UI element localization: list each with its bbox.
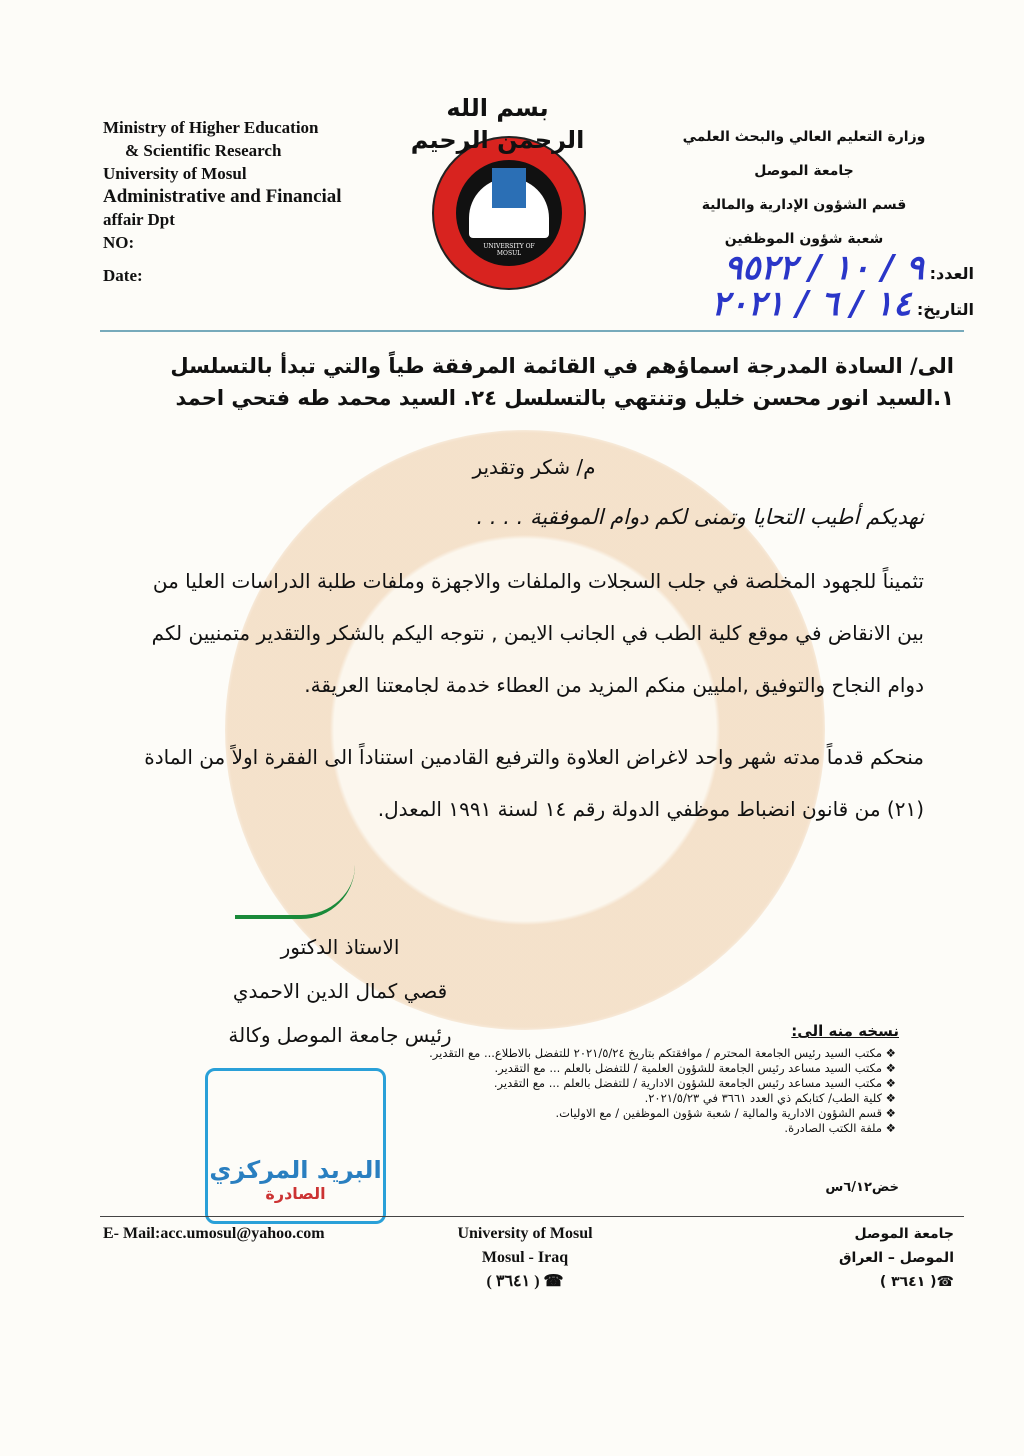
addressee: الى/ السادة المدرجة اسماؤهم في القائمة المرفقة طياً والتي تبدأ بالتسلسل ١.السيد انور محسن خليل وتنتهي بالتسلسل ٢٤. السيد محمد طه فتحي احمد [170,354,954,410]
list-item: ❖ مكتب السيد مساعد رئيس الجامعة للشؤون العلمية / للتفضل بالعلم ... مع التقدير. [336,1061,896,1076]
copies-list [336,1046,896,1136]
subject: م/ شكر وتقدير [472,455,596,479]
list-item: ❖ ملفة الكتب الصادرة. [336,1121,896,1136]
letter-body: تثميناً للجهود المخلصة في جلب السجلات والملفات والاجهزة وملفات طلبة الدراسات العليا من بين الانقاض في موقع كلية الطب في الجانب الايمن , نتوجه اليكم بالشكر والتقدير متمنيين لكم دوام النجاح والتوفيق ,امليين منكم المزيد من العطاء خدمة لجامعتنا العريقة. منحكم قدماً مدته شهر واحد لاغراض العلاوة والترفيع القادمين استناداً الى الفقرة اولاً من المادة (٢١) من قانون انضباط موظفي الدولة رقم ١٤ لسنة ١٩٩١ المعدل. [144,569,924,821]
list-item: ❖ مكتب السيد رئيس الجامعة المحترم / موافقتكم بتاريخ ٢٠٢١/٥/٢٤ للتفضل بالاطلاع... مع التقدير. [336,1046,896,1061]
greeting: نهديكم أطيب التحايا وتمنى لكم دوام الموفقية . . . . [476,505,924,529]
footer-ar: جامعة الموصل الموصل – العراق ☎( ٣٦٤١ ) [839,1226,954,1290]
reference: خض٦/١٢س [825,1180,899,1195]
header-en: Ministry of Higher Education & Scientific Research University of Mosul Administrative and Financial affair Dpt NO: Date: [103,118,342,285]
footer-en: University of Mosul Mosul - Iraq ( ٣٦٤١ ) ☎ [457,1225,593,1290]
header-ar: وزارة التعليم العالي والبحث العلمي جامعة الموصل قسم الشؤون الإدارية والمالية شعبة شؤون الموظفين [682,129,926,247]
footer-email: E- Mail:acc.umosul@yahoo.com [103,1225,325,1242]
number-field: العدد: ٩ / ١٠ / ٩٥٢٢ [724,248,974,288]
university-logo: UNIVERSITY OF MOSUL [432,136,586,290]
list-item: ❖ مكتب السيد مساعد رئيس الجامعة للشؤون الادارية / للتفضل بالعلم ... مع التقدير. [336,1076,896,1091]
post-stamp: البريد المركزي الصادرة [205,1068,386,1224]
copies-title: نسخه منه الى: [791,1022,899,1040]
list-item: ❖ كلية الطب/ كتابكم ذي العدد ٣٦٦١ في ٢٠٢١/٥/٢٣. [336,1091,896,1106]
date-field: التاريخ: ١٤ / ٦ / ٢٠٢١ [711,284,974,324]
signature-block: الاستاذ الدكتور قصي كمال الدين الاحمدي رئيس جامعة الموصل وكالة [228,935,452,1047]
basmala: بسم الله الرحمن الرحيم [410,94,585,154]
list-item: ❖ قسم الشؤون الادارية والمالية / شعبة شؤون الموظفين / مع الاوليات. [336,1106,896,1121]
